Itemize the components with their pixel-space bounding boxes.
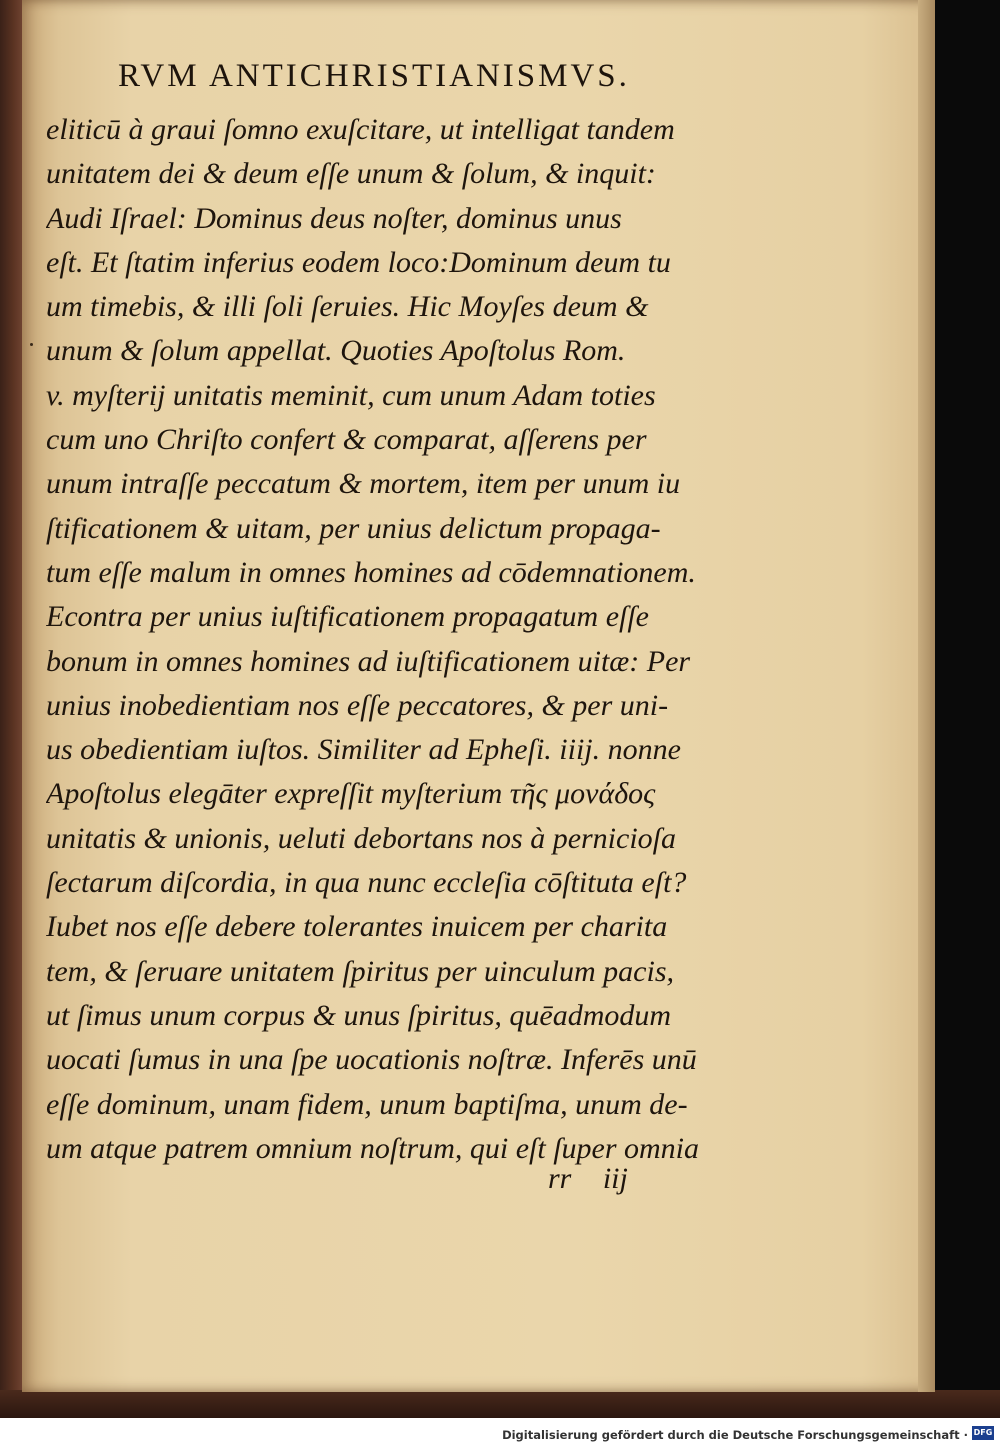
- text-line: ſtificationem & uitam, per unius delictum propaga-: [46, 511, 661, 545]
- margin-mark: [30, 343, 33, 346]
- page-edge: [918, 0, 935, 1392]
- text-line: us obedientiam iuſtos. Similiter ad Epheſi. iiij. nonne: [46, 733, 681, 767]
- running-title: RVM ANTICHRISTIANISMVS.: [118, 58, 630, 94]
- signature-mark: rr iij: [548, 1162, 628, 1195]
- text-line: Econtra per unius iuſtificationem propagatum eſſe: [46, 600, 649, 634]
- text-line: uocati ſumus in una ſpe uocationis noſtræ. Inferēs unū: [46, 1043, 697, 1077]
- text-line: unum & ſolum appellat. Quoties Apoſtolus Rom.: [46, 334, 626, 368]
- scan-background-right: [935, 0, 1000, 1418]
- text-line: eſſe dominum, unam fidem, unum baptiſma, unum de-: [46, 1087, 688, 1121]
- text-line: cum uno Chriſto confert & comparat, aſſerens per: [46, 423, 647, 457]
- book-cover-bottom: [0, 1390, 1000, 1418]
- text-line: eliticū à graui ſomno exuſcitare, ut intelligat tandem: [46, 113, 675, 146]
- book-cover-left: [0, 0, 22, 1418]
- text-line: ſectarum diſcordia, in qua nunc eccleſia cōſtituta eſt?: [46, 866, 687, 900]
- text-line: Apoſtolus elegāter expreſſit myſterium τῆς μονάδος: [46, 777, 656, 811]
- text-line: unitatis & unionis, ueluti debortans nos à pernicioſa: [46, 821, 676, 855]
- text-line: Iubet nos eſſe debere tolerantes inuicem per charita: [46, 910, 668, 944]
- text-line: Audi Iſrael: Dominus deus noſter, dominus unus: [46, 201, 622, 235]
- text-line: tum eſſe malum in omnes homines ad cōdemnationem.: [46, 555, 696, 589]
- body-text: [46, 108, 766, 1171]
- dfg-logo: DFG: [972, 1426, 994, 1440]
- text-line: tem, & ſeruare unitatem ſpiritus per uinculum pacis,: [46, 954, 674, 988]
- text-line: bonum in omnes homines ad iuſtificationem uitæ: Per: [46, 644, 691, 678]
- text-line: um timebis, & illi ſoli ſeruies. Hic Moyſes deum &: [46, 290, 649, 324]
- text-line: ut ſimus unum corpus & unus ſpiritus, quēadmodum: [46, 998, 672, 1032]
- text-line: v. myſterij unitatis meminit, cum unum Adam toties: [46, 378, 656, 412]
- text-line: um atque patrem omnium noſtrum, qui eſt ſuper omnia: [46, 1131, 700, 1165]
- text-line: unum intraſſe peccatum & mortem, item per unum iu: [46, 467, 681, 501]
- text-line: unius inobedientiam nos eſſe peccatores, & per uni-: [46, 688, 669, 722]
- text-line: eſt. Et ſtatim inferius eodem loco:Dominum deum tu: [46, 245, 671, 279]
- footer-credit: Digitalisierung gefördert durch die Deutsche Forschungsgemeinschaft ·: [502, 1428, 968, 1442]
- text-line: unitatem dei & deum eſſe unum & ſolum, & inquit:: [46, 157, 656, 191]
